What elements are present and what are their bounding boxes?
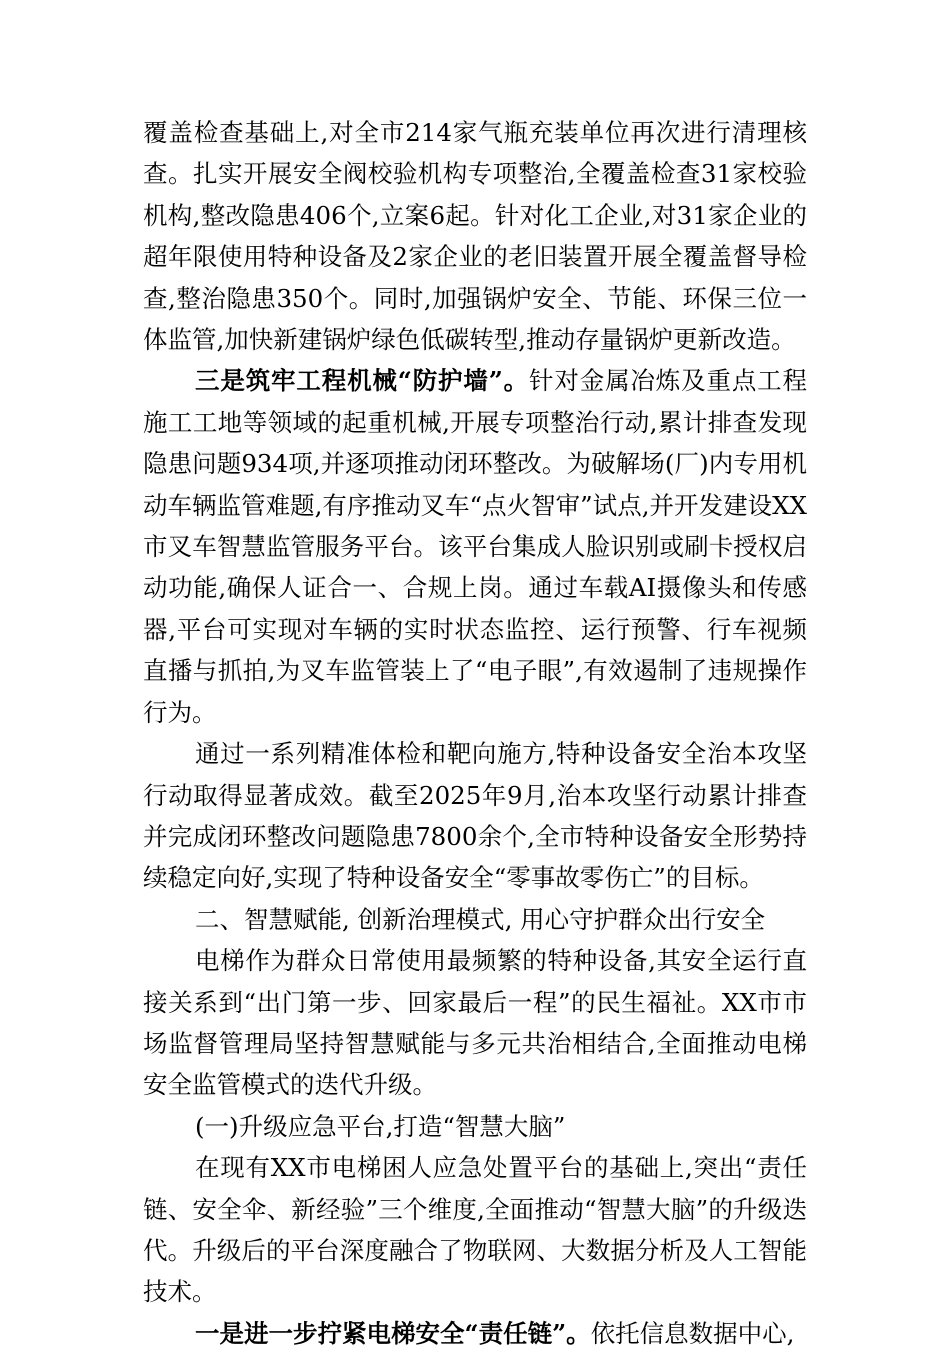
paragraph-engineering-machinery: [143, 360, 807, 733]
paragraph-results: 通过一系列精准体检和靶向施方,特种设备安全治本攻坚行动取得显著成效。截至2025年9月,治本攻坚行动累计排查并完成闭环整改问题隐患7800余个,全市特种设备安全形势持续稳定向好,实现了特种设备安全“零事故零伤亡”的目标。: [143, 739, 807, 893]
lead-sentence-responsibility: 一是进一步拧紧电梯安全“责任链”。: [195, 1318, 591, 1348]
section-heading-smart-empowerment: 二、智慧赋能, 创新治理模式, 用心守护群众出行安全: [195, 904, 766, 934]
paragraph-elevator-intro: 电梯作为群众日常使用最频繁的特种设备,其安全运行直接关系到“出门第一步、回家最后一程”的民生福祉。XX市市场监督管理局坚持智慧赋能与多元共治相结合,全面推动电梯安全监管模式的迭代升级。: [143, 946, 807, 1100]
paragraph-platform-upgrade: 在现有XX市电梯困人应急处置平台的基础上,突出“责任链、安全伞、新经验”三个维度,全面推动“智慧大脑”的升级迭代。升级后的平台深度融合了物联网、大数据分析及人工智能技术。: [143, 1153, 807, 1307]
document-page: [143, 112, 807, 1354]
paragraph-responsibility-chain: [143, 1313, 807, 1354]
lead-sentence-machinery: 三是筑牢工程机械“防护墙”。: [195, 366, 530, 396]
body-machinery: 针对金属冶炼及重点工程施工工地等领域的起重机械,开展专项整治行动,累计排查发现隐患问题934项,并逐项推动闭环整改。为破解场(厂)内专用机动车辆监管难题,有序推动叉车“点火智审”试点,并开发建设XX市叉车智慧监管服务平台。该平台集成人脸识别或刷卡授权启动功能,确保人证合一、合规上岗。通过车载AI摄像头和传感器,平台可实现对车辆的实时状态监控、运行预警、行车视频直播与抓拍,为叉车监管装上了“电子眼”,有效遏制了违规操作行为。: [143, 366, 808, 727]
body-responsibility: 依托信息数据中心,: [590, 1318, 795, 1348]
paragraph-gas-cylinder-inspection: 覆盖检查基础上,对全市214家气瓶充装单位再次进行清理核查。扎实开展安全阀校验机构专项整治,全覆盖检查31家校验机构,整改隐患406个,立案6起。针对化工企业,对31家企业的超年限使用特种设备及2家企业的老旧装置开展全覆盖督导检查,整治隐患350个。同时,加强锅炉安全、节能、环保三位一体监管,加快新建锅炉绿色低碳转型,推动存量锅炉更新改造。: [143, 118, 807, 355]
subsection-heading-emergency-platform: (一)升级应急平台,打造“智慧大脑”: [195, 1111, 566, 1141]
